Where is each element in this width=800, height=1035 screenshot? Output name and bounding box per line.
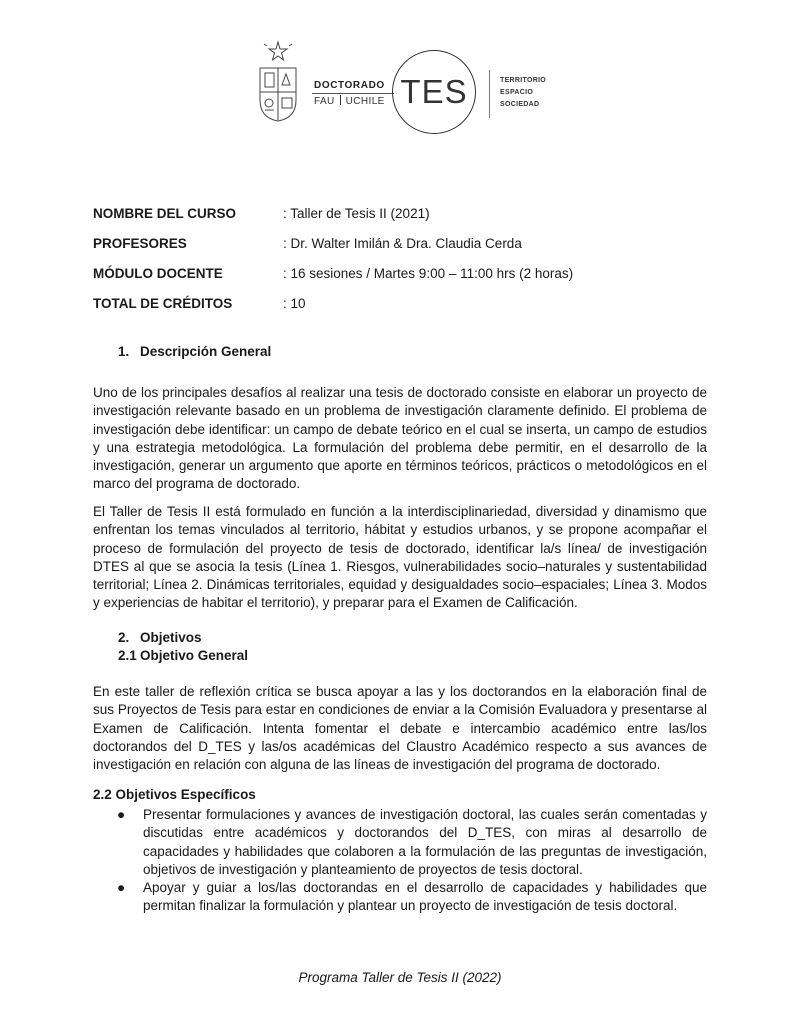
section-number: 2.1: [118, 648, 137, 663]
info-row: [93, 206, 573, 236]
tes-word-espacio: ESPACIO: [500, 89, 534, 96]
university-crest-icon: [255, 40, 301, 122]
info-label: NOMBRE DEL CURSO: [93, 206, 237, 221]
fau-label: FAU: [314, 96, 335, 107]
section-number: 1.: [118, 344, 130, 359]
bullet-icon: ●: [117, 880, 126, 896]
logo-connector-line: [312, 93, 394, 94]
doctorado-title: DOCTORADO: [314, 80, 385, 91]
tes-word-territorio: TERRITORIO: [500, 77, 547, 84]
list-item-text: Apoyar y guiar a los/las doctorandas en el desarrollo de capacidades y habilidades que permitan finalizar la formulación y plantear un proyecto de investigación de tesis doctoral.: [143, 880, 707, 914]
section-1-heading: [118, 344, 271, 359]
course-info-table: [93, 206, 573, 326]
objectives-list: [93, 806, 707, 916]
list-item: [93, 806, 707, 879]
section-2-1-heading: [118, 648, 248, 663]
tes-word-sociedad: SOCIEDAD: [500, 101, 540, 108]
section-title: Objetivo General: [140, 648, 249, 663]
section-title: Descripción General: [140, 344, 272, 359]
section-2-1-paragraph: En este taller de reflexión crítica se busca apoyar a las y los doctorandos en la elaboración final de sus Proyectos de Tesis para estar en condiciones de enviar a la Comisión Evaluadora y presentarse al Examen de Calificación. Intenta fomentar el debate e intercambio académico entre las/los doctorandos del D_TES y las/os académicas del Claustro Académico respecto a sus avances de investigación en relación con alguna de las líneas de investigación del programa de doctorado.: [93, 684, 707, 773]
info-row: [93, 296, 573, 326]
section-title: Objetivos: [140, 630, 202, 645]
section-1-paragraph-2: El Taller de Tesis II está formulado en función a la interdisciplinariedad, diversidad y dinamismo que enfrentan los temas vinculados al territorio, hábitat y estudios urbanos, y se propone acompañar el proceso de formulación del proyecto de tesis de doctorado, identificar la/s línea/ de investigación DTES al que se asocia la tesis (Línea 1. Riesgos, vulnerabilidades socio–naturales y sustentabilidad territorial; Línea 2. Dinámicas territoriales, equidad y desigualdades socio–espaciales; Línea 3. Modos y experiencias de habitar el territorio), y preparar para el Examen de Calificación.: [93, 504, 707, 611]
info-row: [93, 266, 573, 296]
fau-uchile-label: [314, 95, 385, 107]
info-label: TOTAL DE CRÉDITOS: [93, 296, 233, 311]
logo-divider: [489, 70, 490, 118]
section-1-paragraph-1: Uno de los principales desafíos al realizar una tesis de doctorado consiste en elaborar un proyecto de investigación relevante basado en un problema de investigación claramente definido. El problema de investigación debe identificar: un campo de debate teórico en el cual se inserta, un campo de estudios y una estrategia metodológica. La formulación del problema debe permitir, en el desarrollo de la investigación, generar un argumento que aporte en términos teóricos, prácticos o metodológicos en el marco del programa de doctorado.: [93, 385, 707, 492]
tes-logo-text: TES: [400, 73, 468, 110]
bullet-icon: ●: [117, 807, 126, 822]
list-item: [93, 879, 707, 916]
list-item-text: Presentar formulaciones y avances de investigación doctoral, las cuales serán comentadas y discutidas entre académicos y doctorandos del D_TES, con miras al desarrollo de capacidades y habilidades que colaboren a la formulación de las preguntas de investigación, objetivos de investigación y planteamiento de proyectos de tesis doctoral.: [143, 807, 707, 877]
info-value: : 10: [283, 296, 306, 311]
tes-logo: [392, 50, 476, 134]
info-label: MÓDULO DOCENTE: [93, 266, 223, 281]
info-label: PROFESORES: [93, 236, 187, 251]
tes-words: [500, 75, 546, 111]
section-number: 2.: [118, 630, 130, 645]
info-value: : Taller de Tesis II (2021): [283, 206, 430, 221]
section-2-2-heading: 2.2 Objetivos Específicos: [93, 787, 256, 802]
uchile-label: UCHILE: [345, 96, 385, 107]
section-2-heading: [118, 630, 202, 645]
page-footer: Programa Taller de Tesis II (2022): [298, 970, 502, 985]
separator: [340, 95, 341, 105]
info-row: [93, 236, 573, 266]
info-value: : Dr. Walter Imilán & Dra. Claudia Cerda: [283, 236, 522, 251]
info-value: : 16 sesiones / Martes 9:00 – 11:00 hrs (2 horas): [283, 266, 574, 281]
